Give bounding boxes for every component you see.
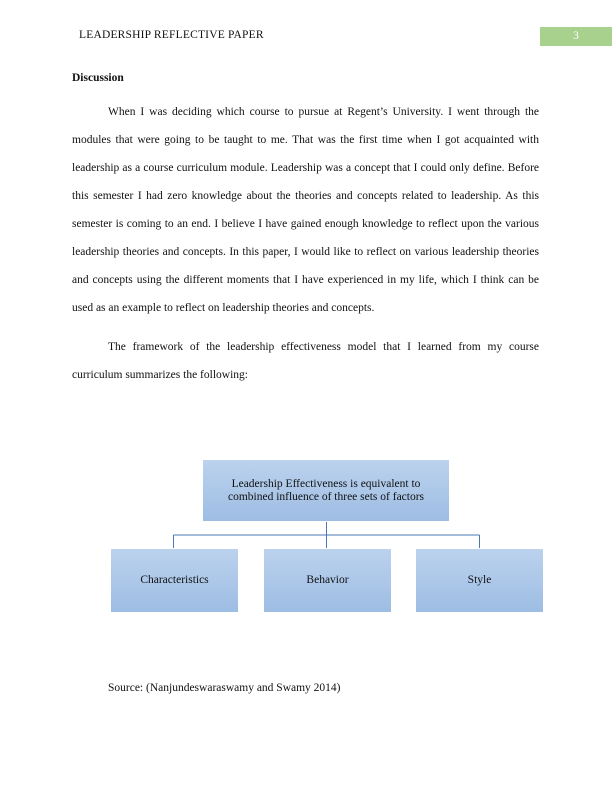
page-number: 3 (540, 27, 612, 46)
diagram-box-characteristics (110, 548, 239, 613)
running-head: LEADERSHIP REFLECTIVE PAPER (79, 29, 264, 41)
diagram-label-style: Style (467, 574, 492, 586)
diagram-label-behavior: Behavior (306, 574, 349, 586)
diagram-box-style (415, 548, 544, 613)
source-label: Source: (108, 682, 144, 694)
source-reference: (Nanjundeswaraswamy and Swamy 2014) (146, 682, 341, 694)
diagram-box-behavior (263, 548, 392, 613)
diagram-root-box (202, 459, 450, 522)
paragraph-framework: The framework of the leadership effectiveness model that I learned from my course curriculum summarizes the following: (72, 341, 539, 381)
diagram-root-label: Leadership Effectiveness is equivalent to combined influence of three sets of factors (227, 477, 425, 503)
paragraph-intro: When I was deciding which course to pursue at Regent’s University. I went through the modules that were going to be taught to me. That was the first time when I got acquainted with leadership as a course curriculum module. Leadership was a concept that I could only define. Before this semester I had zero knowledge about the theories and concepts related to leadership. As this semester is coming to an end. I believe I have gained enough knowledge to reflect upon the various leadership theories and concepts. In this paper, I would like to reflect on various leadership theories and concepts using the different moments that I have experienced in my life, which I think can be used as an example to reflect on leadership theories and concepts. (72, 106, 539, 314)
source-citation (108, 682, 341, 694)
section-heading: Discussion (72, 72, 124, 84)
diagram-label-characteristics: Characteristics (140, 574, 209, 586)
